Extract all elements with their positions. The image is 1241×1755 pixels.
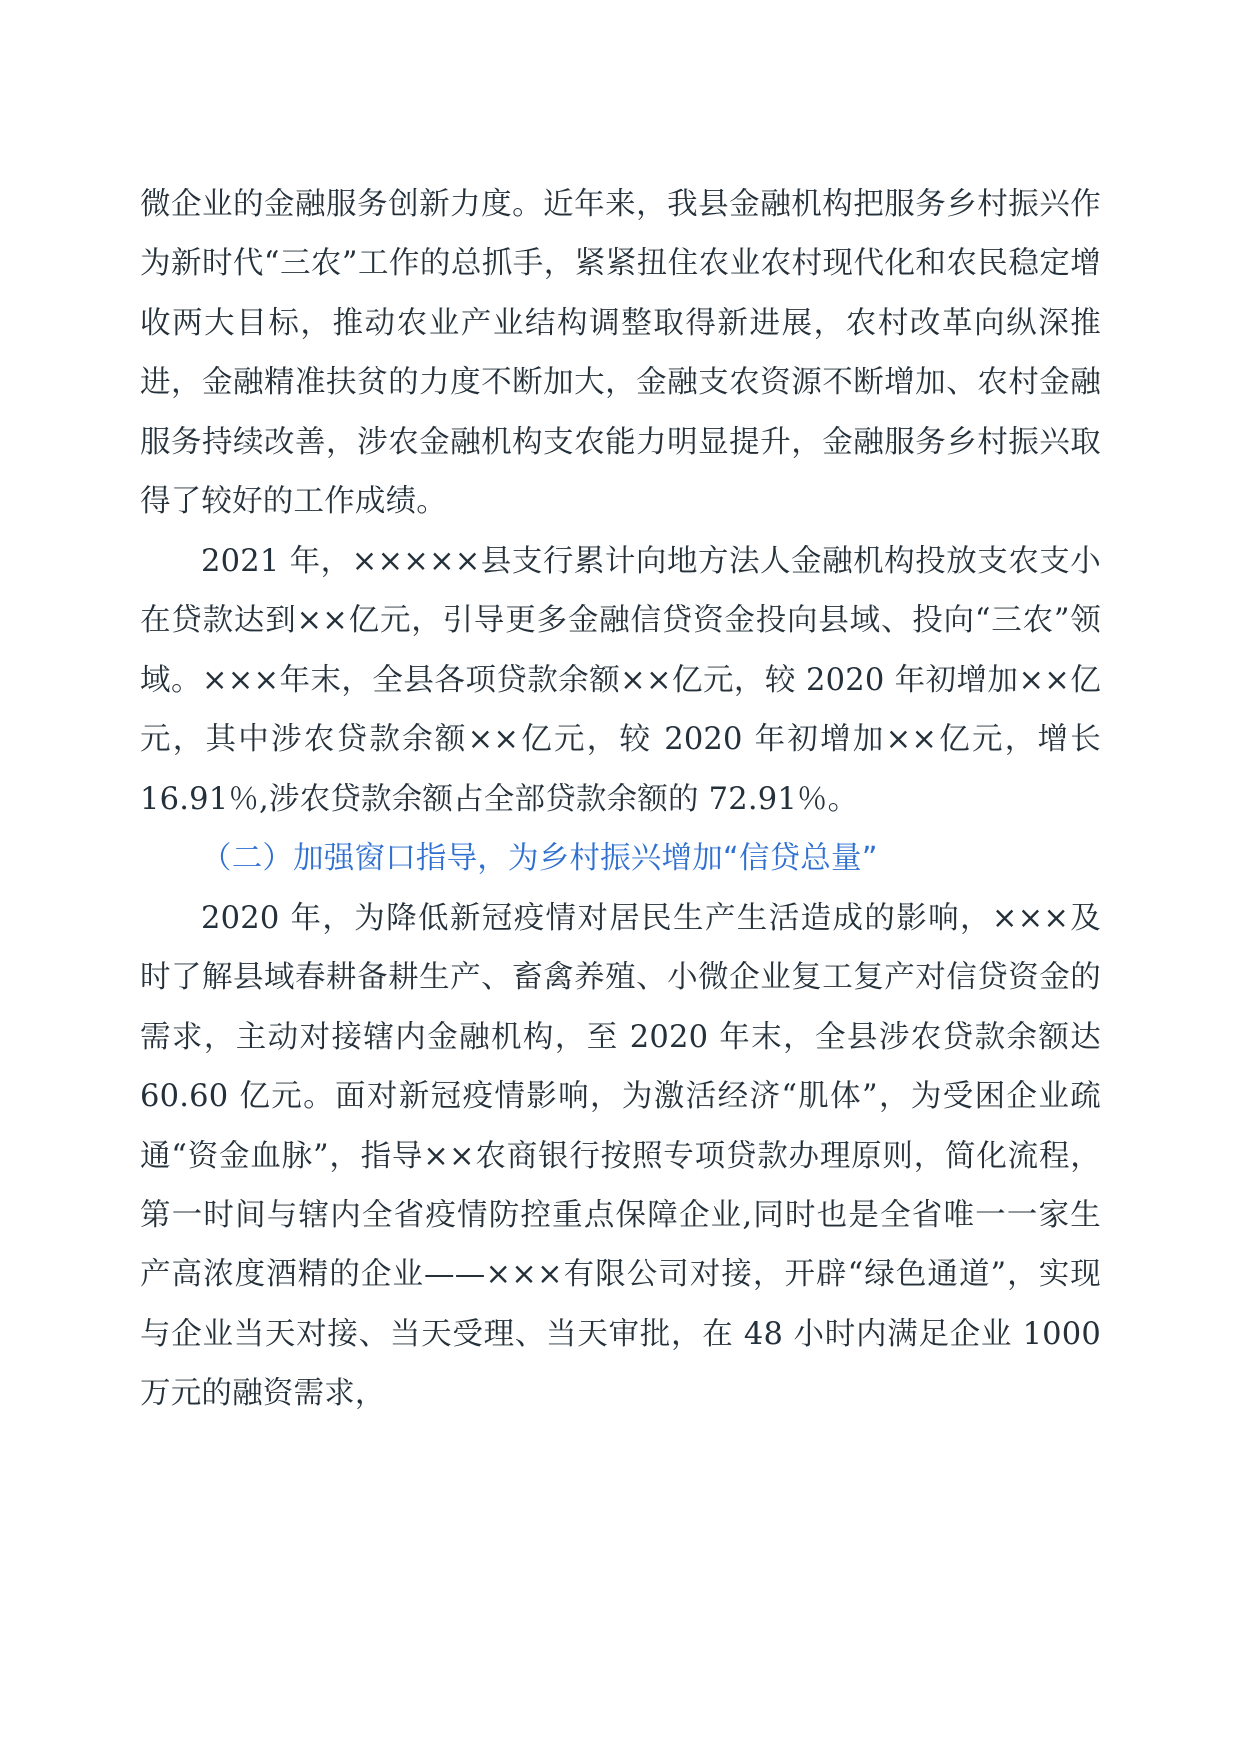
paragraph-3: 2020 年，为降低新冠疫情对居民生产生活造成的影响，×××及时了解县域春耕备耕生产、畜禽养殖、小微企业复工复产对信贷资金的需求，主动对接辖内金融机构，至 2020 年末，全县涉农贷款余额达 60.60 亿元。面对新冠疫情影响，为激活经济“肌体”，为受困企业疏通“资金血脉”，指导××农商银行按照专项贷款办理原则，简化流程，第一时间与辖内全省疫情防控重点保障企业,同时也是全省唯一一家生产高浓度酒精的企业——×××有限公司对接，开辟“绿色通道”，实现与企业当天对接、当天受理、当天审批，在 48 小时内满足企业 1000 万元的融资需求，: [140, 900, 1101, 1412]
paragraph-2: 2021 年，×××××县支行累计向地方法人金融机构投放支农支小在贷款达到××亿元，引导更多金融信贷资金投向县域、投向“三农”领域。×××年末，全县各项贷款余额××亿元，较 2020 年初增加××亿元，其中涉农贷款余额××亿元，较 2020 年初增加××亿元，增长 16.91％,涉农贷款余额占全部贷款余额的 72.91％。: [140, 543, 1101, 817]
document-body: [140, 175, 1101, 1424]
paragraph-1: 微企业的金融服务创新力度。近年来，我县金融机构把服务乡村振兴作为新时代“三农”工作的总抓手，紧紧扭住农业农村现代化和农民稳定增收两大目标，推动农业产业结构调整取得新进展，农村改革向纵深推进，金融精准扶贫的力度不断加大，金融支农资源不断增加、农村金融服务持续改善，涉农金融机构支农能力明显提升，金融服务乡村振兴取得了较好的工作成绩。: [140, 187, 1101, 520]
section-heading-2: （二）加强窗口指导，为乡村振兴增加“信贷总量”: [201, 841, 878, 877]
